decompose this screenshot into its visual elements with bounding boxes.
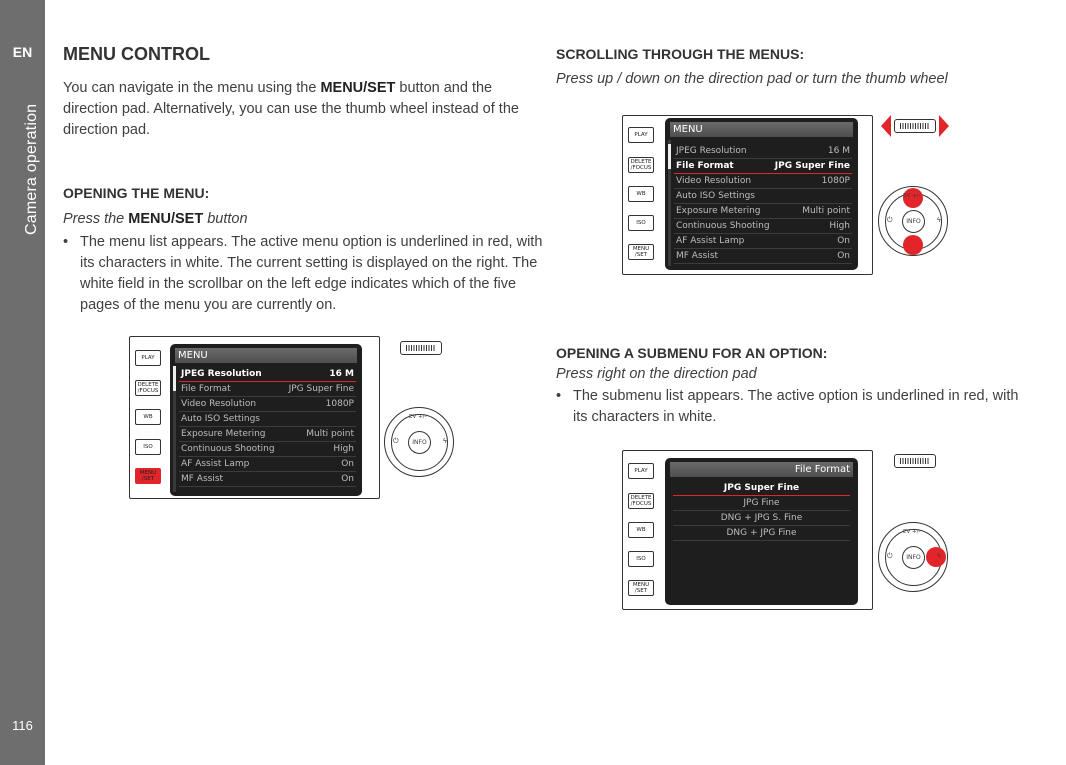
delete-focus-button[interactable]: DELETE /FOCUS [628, 157, 654, 173]
menu-row[interactable] [179, 457, 356, 472]
menu-row-value: JPG Super Fine [774, 161, 850, 171]
scroll-left-arrow-icon [881, 115, 891, 137]
menu-row[interactable] [179, 442, 356, 457]
play-button[interactable]: PLAY [628, 127, 654, 143]
opening-menu-instruction [63, 211, 248, 227]
menu-row[interactable] [674, 144, 852, 159]
self-timer-icon: ⏻ [887, 553, 893, 560]
self-timer-icon: ⏻ [393, 438, 399, 445]
wb-button[interactable]: WB [135, 409, 161, 425]
submenu-bullet [556, 386, 1033, 428]
menu-row-value: JPG Super Fine [288, 384, 354, 394]
submenu-heading: OPENING A SUBMENU FOR AN OPTION: [556, 345, 828, 361]
menu-row-value: On [837, 251, 850, 261]
flash-icon: ϟ [937, 553, 941, 560]
opening-suffix-text: button [203, 211, 248, 227]
ev-label: EV +/- [903, 193, 921, 199]
submenu-option[interactable]: JPG Fine [673, 496, 850, 511]
intro-text-before: You can navigate in the menu using the [63, 80, 321, 96]
info-button[interactable]: INFO [902, 210, 925, 233]
bullet-dot: • [63, 234, 69, 250]
menu-set-button-name: MENU/SET [320, 80, 396, 96]
menu-row-value: Multi point [802, 206, 850, 216]
menu-row-label: AF Assist Lamp [181, 459, 250, 469]
menu-row[interactable] [674, 234, 852, 249]
opening-bullet-text: The menu list appears. The active menu option is underlined in red, with its characters in white. The current setting is displayed on the right. The white field in the scrollbar on the left edge indicates which of the five pages of the menu you are currently on. [80, 234, 543, 313]
scrollbar-thumb [668, 144, 671, 169]
menu-row-label: Exposure Metering [181, 429, 266, 439]
menu-row[interactable] [179, 472, 356, 487]
menu-row-value: High [829, 221, 850, 231]
menu-row-label: JPEG Resolution [676, 146, 747, 156]
scrolling-instruction: Press up / down on the direction pad or turn the thumb wheel [556, 71, 948, 87]
direction-pad[interactable] [878, 522, 948, 592]
scrollbar-thumb [173, 366, 176, 391]
iso-button[interactable]: ISO [628, 551, 654, 567]
play-button[interactable]: PLAY [628, 463, 654, 479]
menu-row-value: High [333, 444, 354, 454]
opening-button-name: MENU/SET [128, 211, 204, 227]
flash-icon: ϟ [443, 438, 447, 445]
menu-row-label: Continuous Shooting [676, 221, 770, 231]
menu-row[interactable] [674, 159, 852, 174]
menu-row[interactable] [674, 249, 852, 264]
menu-row-label: MF Assist [181, 474, 224, 484]
submenu-header: File Format [670, 462, 853, 477]
submenu-list [673, 481, 850, 551]
camera-screen [665, 118, 858, 270]
camera-illustration-menu [129, 336, 449, 499]
menu-row-value: 16 M [329, 369, 354, 379]
menu-row[interactable] [674, 174, 852, 189]
menu-set-button[interactable]: MENU /SET [135, 468, 161, 484]
thumb-wheel[interactable] [400, 341, 442, 355]
scrolling-heading: SCROLLING THROUGH THE MENUS: [556, 46, 805, 62]
menu-row[interactable] [179, 397, 356, 412]
menu-row-value: 1080P [325, 399, 354, 409]
camera-screen [170, 344, 362, 496]
direction-pad[interactable] [384, 407, 454, 477]
wb-button[interactable]: WB [628, 522, 654, 538]
submenu-option[interactable]: DNG + JPG S. Fine [673, 511, 850, 526]
delete-focus-button[interactable]: DELETE /FOCUS [135, 380, 161, 396]
camera-illustration-scrolling [622, 115, 962, 275]
submenu-option[interactable]: DNG + JPG Fine [673, 526, 850, 541]
menu-row-label: Continuous Shooting [181, 444, 275, 454]
thumb-wheel[interactable] [894, 119, 936, 133]
menu-set-button[interactable]: MENU /SET [628, 244, 654, 260]
menu-row-label: Auto ISO Settings [676, 191, 755, 201]
menu-row-label: Auto ISO Settings [181, 414, 260, 424]
menu-row-label: AF Assist Lamp [676, 236, 745, 246]
menu-row[interactable] [674, 189, 852, 204]
menu-row-value: On [837, 236, 850, 246]
submenu-instruction: Press right on the direction pad [556, 366, 757, 382]
iso-button[interactable]: ISO [628, 215, 654, 231]
delete-focus-button[interactable]: DELETE /FOCUS [628, 493, 654, 509]
menu-row[interactable] [674, 219, 852, 234]
ev-label: EV +/- [903, 529, 921, 535]
menu-row-label: JPEG Resolution [181, 369, 262, 379]
flash-icon: ϟ [937, 217, 941, 224]
menu-row-value: Multi point [306, 429, 354, 439]
menu-row-value: 16 M [827, 146, 850, 156]
menu-row[interactable] [179, 427, 356, 442]
menu-row-label: MF Assist [676, 251, 719, 261]
down-highlight [903, 235, 923, 255]
wb-button[interactable]: WB [628, 186, 654, 202]
menu-row-value: On [341, 474, 354, 484]
menu-row-label: Video Resolution [181, 399, 257, 409]
page-title: MENU CONTROL [63, 44, 210, 64]
menu-row-label: Video Resolution [676, 176, 752, 186]
info-button[interactable]: INFO [408, 431, 431, 454]
thumb-wheel[interactable] [894, 454, 936, 468]
language-label: EN [12, 44, 33, 60]
right-highlight [926, 547, 946, 567]
scroll-right-arrow-icon [939, 115, 949, 137]
menu-row[interactable] [179, 367, 356, 382]
intro-text-after: button and the direction pad. Alternatively, you can use the thumb wheel instead of the direction pad. [63, 80, 519, 138]
iso-button[interactable]: ISO [135, 439, 161, 455]
camera-illustration-submenu [622, 450, 962, 610]
submenu-option[interactable]: JPG Super Fine [673, 481, 850, 496]
menu-row[interactable] [179, 382, 356, 397]
play-button[interactable]: PLAY [135, 350, 161, 366]
menu-row-value: On [341, 459, 354, 469]
menu-row-label: Exposure Metering [676, 206, 761, 216]
opening-menu-bullet [63, 232, 550, 316]
direction-pad[interactable] [878, 186, 948, 256]
menu-header: MENU [670, 122, 853, 137]
menu-row-label: File Format [676, 161, 734, 171]
section-label: Camera operation [23, 103, 40, 235]
page-number: 116 [12, 718, 33, 733]
scrollbar[interactable] [668, 140, 671, 266]
ev-label: EV +/- [409, 414, 427, 420]
self-timer-icon: ⏻ [887, 217, 893, 224]
sidebar [0, 0, 45, 765]
menu-header: MENU [175, 348, 357, 363]
menu-row-value: 1080P [821, 176, 850, 186]
menu-row[interactable] [674, 204, 852, 219]
scrollbar[interactable] [173, 366, 176, 492]
opening-press-text: Press the [63, 211, 129, 227]
menu-set-button[interactable]: MENU /SET [628, 580, 654, 596]
opening-menu-heading: OPENING THE MENU: [63, 185, 210, 201]
bullet-dot: • [556, 388, 562, 404]
camera-screen [665, 458, 858, 605]
intro-paragraph [63, 78, 523, 141]
menu-row-label: File Format [181, 384, 231, 394]
menu-row[interactable] [179, 412, 356, 427]
info-button[interactable]: INFO [902, 546, 925, 569]
submenu-bullet-text: The submenu list appears. The active option is underlined in red, with its characters in white. [573, 388, 1019, 425]
